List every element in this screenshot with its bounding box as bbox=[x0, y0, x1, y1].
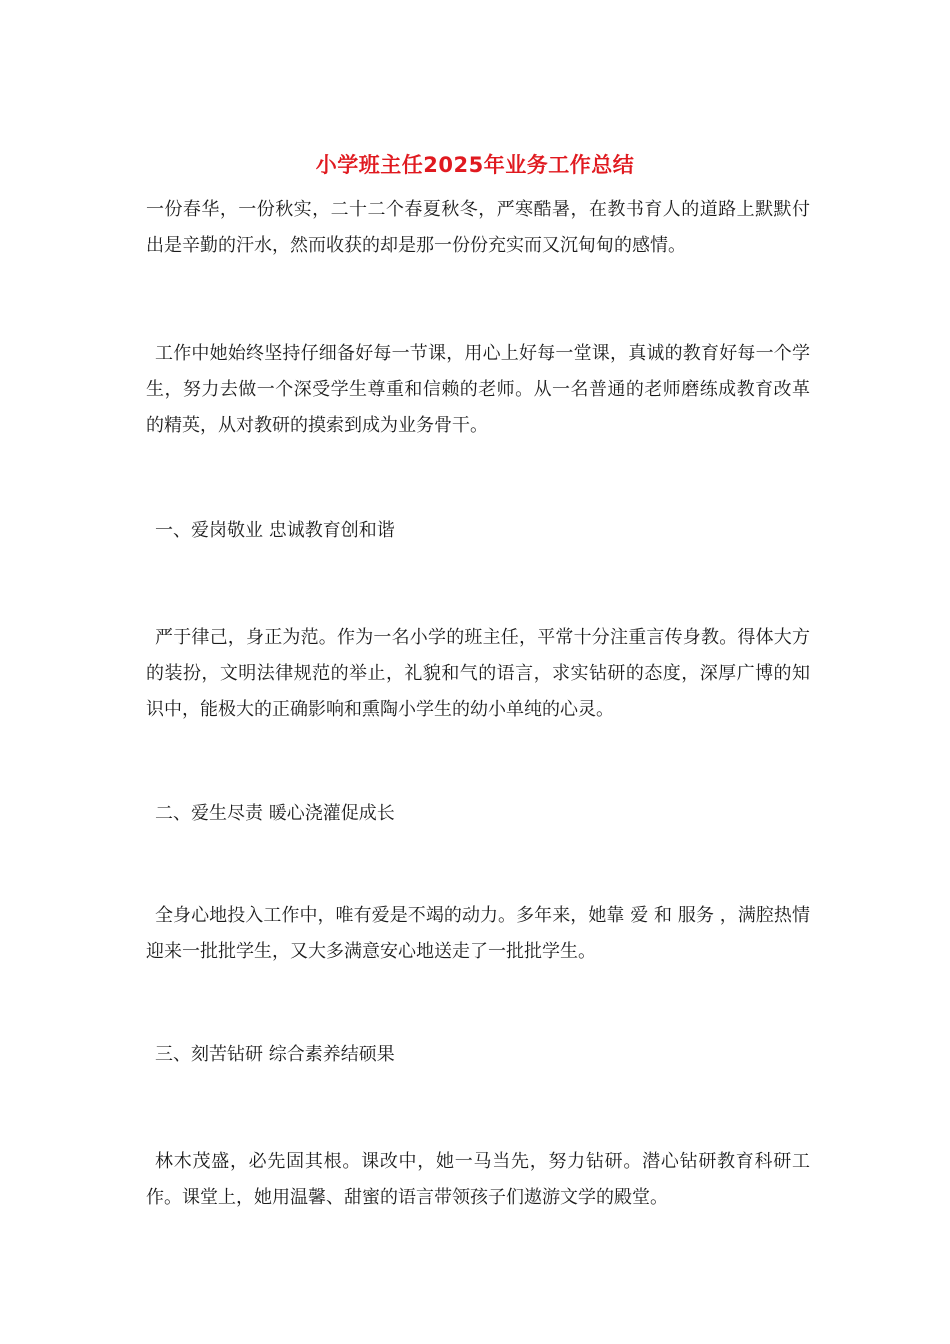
paragraph-section-3: 林木茂盛，必先固其根。课改中，她一马当先，努力钻研。潜心钻研教育科研工作。课堂上，她用温馨、甜蜜的语言带领孩子们遨游文学的殿堂。 bbox=[146, 1151, 810, 1208]
section-heading-3: 三、刻苦钻研 综合素养结硕果 bbox=[155, 1044, 395, 1065]
section-heading-2: 二、爱生尽责 暖心浇灌促成长 bbox=[155, 803, 395, 824]
document-title: 小学班主任2025年业务工作总结 bbox=[315, 153, 635, 177]
paragraph-work-attitude: 工作中她始终坚持仔细备好每一节课，用心上好每一堂课，真诚的教育好每一个学生，努力去做一个深受学生尊重和信赖的老师。从一名普通的老师磨练成教育改革的精英，从对教研的摸索到成为业务骨干。 bbox=[146, 343, 810, 436]
paragraph-intro: 一份春华，一份秋实，二十二个春夏秋冬，严寒酷暑，在教书育人的道路上默默付出是辛勤的汗水，然而收获的却是那一份份充实而又沉甸甸的感情。 bbox=[146, 199, 810, 256]
paragraph-section-2: 全身心地投入工作中，唯有爱是不竭的动力。多年来，她靠 爱 和 服务 ，满腔热情迎来一批批学生，又大多满意安心地送走了一批批学生。 bbox=[146, 905, 810, 962]
section-heading-1: 一、爱岗敬业 忠诚教育创和谐 bbox=[155, 520, 395, 541]
paragraph-section-1: 严于律己，身正为范。作为一名小学的班主任，平常十分注重言传身教。得体大方的装扮，文明法律规范的举止，礼貌和气的语言，求实钻研的态度，深厚广博的知识中，能极大的正确影响和熏陶小学生的幼小单纯的心灵。 bbox=[146, 627, 810, 720]
